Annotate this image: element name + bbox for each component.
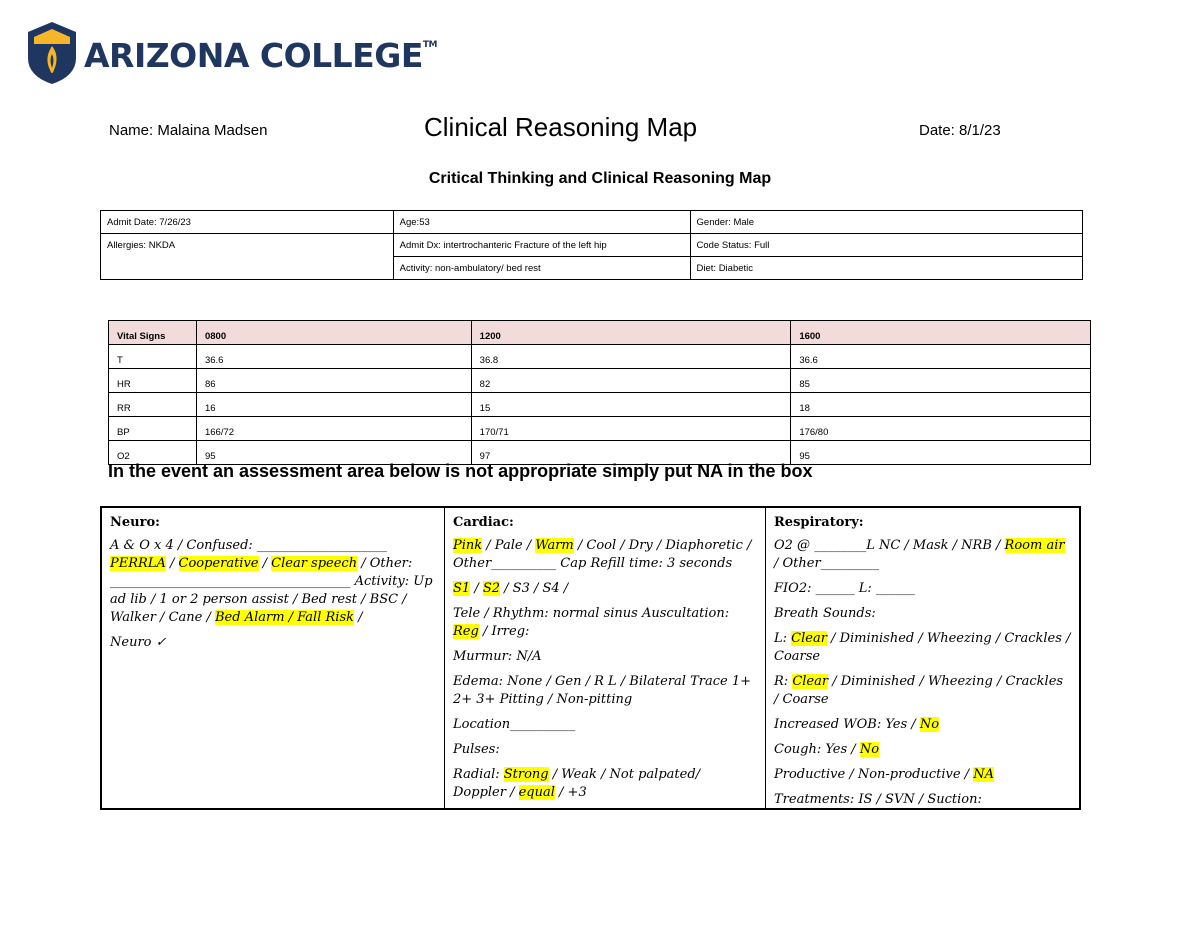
resp-productive — [774, 766, 1071, 784]
vitals-cell: 170/71 — [471, 417, 791, 441]
cardiac-edema: Edema: None / Gen / R L / Bilateral Trace 1+ 2+ 3+ Pitting / Non-pitting — [453, 674, 751, 707]
resp-text: L: — [774, 631, 792, 646]
cardiac-text: / +3 — [554, 785, 587, 800]
gender-cell: Gender: Male — [690, 211, 1082, 234]
neuro-text: / — [258, 556, 272, 571]
resp-treatments: Treatments: IS / SVN / Suction: — [774, 792, 982, 807]
cardiac-text: / S3 / S4 / — [500, 581, 569, 596]
highlight-perrla: PERRLA — [110, 556, 166, 571]
cardiac-text: / Irreg: — [478, 624, 530, 639]
patient-info-table — [100, 210, 1083, 280]
vitals-cell: 36.8 — [471, 345, 791, 369]
neuro-text: / — [165, 556, 179, 571]
cardiac-location: Location__________ — [453, 717, 576, 732]
cardiac-heading: Cardiac: — [453, 515, 514, 530]
highlight-left-clear: Clear — [791, 631, 827, 646]
admit-date-cell: Admit Date: 7/26/23 — [101, 211, 394, 234]
resp-fio2: FIO2: ______ L: ______ — [774, 581, 915, 596]
arizona-college-logo — [26, 20, 437, 88]
highlight-cooperative: Cooperative — [178, 556, 259, 571]
highlight-s1: S1 — [453, 581, 471, 596]
highlight-right-clear: Clear — [792, 674, 829, 689]
resp-breath-sounds: Breath Sounds: — [774, 606, 876, 621]
highlight-strong: Strong — [503, 767, 549, 782]
cardiac-column — [444, 508, 765, 808]
vitals-cell: 36.6 — [791, 345, 1091, 369]
neuro-findings — [110, 537, 436, 627]
cardiac-pulses: Pulses: — [453, 742, 500, 757]
resp-text: Increased WOB: Yes / — [774, 717, 920, 732]
cardiac-text: / Weak / Not palpated/ Doppler / — [453, 767, 701, 800]
page-title: Clinical Reasoning Map — [424, 112, 698, 142]
resp-text: / Other_________ — [774, 556, 880, 571]
neuro-check: Neuro ✓ — [110, 635, 167, 650]
student-name: Name: Malaina Madsen — [109, 122, 268, 139]
vitals-cell: 95 — [196, 441, 471, 465]
vitals-cell: 86 — [196, 369, 471, 393]
highlight-equal: equal — [518, 785, 555, 800]
cardiac-skin — [453, 537, 757, 573]
vitals-row-temp — [109, 345, 1091, 369]
neuro-heading: Neuro: — [110, 515, 160, 530]
cardiac-text: / Pale / — [482, 538, 536, 553]
resp-cough — [774, 741, 1071, 759]
vitals-cell: 85 — [791, 369, 1091, 393]
vitals-cell: 166/72 — [196, 417, 471, 441]
neuro-text: / Other: _____________________________________ Activity: Up ad lib / 1 or 2 person assist / Bed rest / BSC / Walker / Cane / — [110, 556, 433, 625]
vitals-cell: 95 — [791, 441, 1091, 465]
resp-left-lung — [774, 630, 1071, 666]
vitals-header-cell: 1600 — [791, 321, 1091, 345]
instruction-note: In the event an assessment area below is not appropriate simply put NA in the box — [108, 461, 813, 481]
vitals-header-cell: 1200 — [471, 321, 791, 345]
vitals-cell: 176/80 — [791, 417, 1091, 441]
diet-cell: Diet: Diabetic — [690, 257, 1082, 280]
highlight-warm: Warm — [535, 538, 574, 553]
resp-oxygen — [774, 537, 1071, 573]
resp-text: Productive / Non-productive / — [774, 767, 974, 782]
page-subtitle: Critical Thinking and Clinical Reasoning Map — [428, 170, 772, 187]
highlight-s2: S2 — [482, 581, 501, 596]
age-cell: Age:53 — [393, 211, 690, 234]
highlight-bed-alarm: Bed Alarm / Fall Risk — [214, 610, 354, 625]
shield-icon — [26, 20, 78, 86]
resp-right-lung — [774, 673, 1071, 709]
highlight-room-air: Room air — [1004, 538, 1065, 553]
vitals-cell: 15 — [471, 393, 791, 417]
vitals-cell: T — [109, 345, 197, 369]
vitals-cell: O2 — [109, 441, 197, 465]
vitals-header-cell: 0800 — [196, 321, 471, 345]
vitals-cell: 97 — [471, 441, 791, 465]
cardiac-text: / — [470, 581, 483, 596]
highlight-pink: Pink — [453, 538, 483, 553]
vital-signs-table — [108, 320, 1091, 465]
vitals-cell: 16 — [196, 393, 471, 417]
resp-text: / Diminished / Wheezing / Crackles / Coarse — [774, 631, 1071, 664]
respiratory-column — [765, 508, 1079, 808]
vitals-cell: BP — [109, 417, 197, 441]
highlight-na: NA — [973, 767, 994, 782]
allergies-cell: Allergies: NKDA — [101, 234, 394, 280]
code-status-cell: Code Status: Full — [690, 234, 1082, 257]
vitals-cell: 36.6 — [196, 345, 471, 369]
vitals-row-rr — [109, 393, 1091, 417]
vitals-cell: 18 — [791, 393, 1091, 417]
vitals-cell: 82 — [471, 369, 791, 393]
cardiac-text: / Cool / Dry / Diaphoretic / Other__________ Cap Refill time: 3 seconds — [453, 538, 752, 571]
vitals-header-row — [109, 321, 1091, 345]
resp-text: R: — [774, 674, 793, 689]
vitals-cell: HR — [109, 369, 197, 393]
resp-wob — [774, 716, 1071, 734]
vitals-header-cell: Vital Signs — [109, 321, 197, 345]
assessment-table — [100, 506, 1081, 810]
highlight-cough-no: No — [859, 742, 880, 757]
resp-text: / Diminished / Wheezing / Crackles / Coarse — [774, 674, 1064, 707]
highlight-clear-speech: Clear speech — [271, 556, 358, 571]
admit-dx-cell: Admit Dx: intertrochanteric Fracture of the left hip — [393, 234, 690, 257]
cardiac-radial — [453, 766, 757, 802]
neuro-column — [102, 508, 444, 808]
cardiac-heart-sounds — [453, 580, 757, 598]
vitals-row-bp — [109, 417, 1091, 441]
cardiac-murmur: Murmur: N/A — [453, 649, 542, 664]
resp-text: O2 @ ________L NC / Mask / NRB / — [774, 538, 1005, 553]
highlight-reg: Reg — [453, 624, 479, 639]
respiratory-heading: Respiratory: — [774, 515, 864, 530]
activity-cell: Activity: non-ambulatory/ bed rest — [393, 257, 690, 280]
date-label: Date: 8/1/23 — [919, 122, 1001, 139]
vitals-row-hr — [109, 369, 1091, 393]
neuro-text: A & O x 4 / Confused: ____________________ — [110, 538, 387, 553]
neuro-text: / — [354, 610, 363, 625]
cardiac-text: Tele / Rhythm: normal sinus Auscultation: — [453, 606, 730, 621]
resp-text: Cough: Yes / — [774, 742, 860, 757]
logo-wordmark: ARIZONA COLLEGE™ — [84, 36, 437, 75]
cardiac-rhythm — [453, 605, 757, 641]
highlight-wob-no: No — [919, 717, 940, 732]
cardiac-text: Radial: — [453, 767, 504, 782]
vitals-cell: RR — [109, 393, 197, 417]
